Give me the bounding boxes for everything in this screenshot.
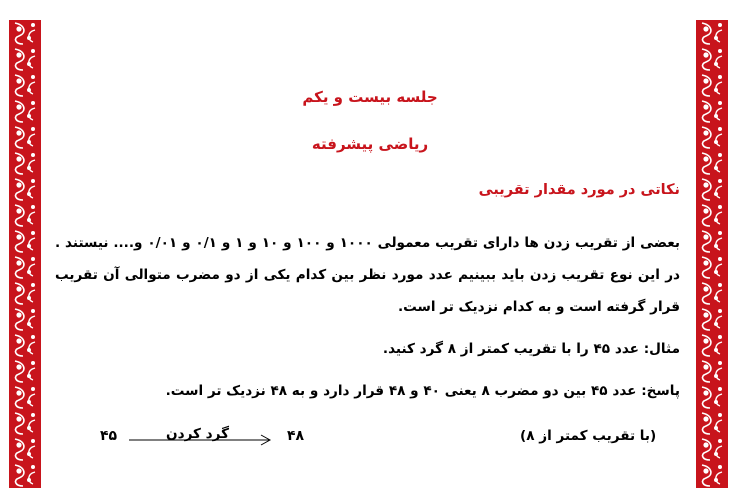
answer-line: پاسخ: عدد ۴۵ بین دو مضرب ۸ یعنی ۴۰ و ۴۸ قرار دارد و به ۴۸ نزدیک تر است. — [165, 383, 680, 399]
rounding-note: (با تقریب کمتر از ۸) — [520, 428, 657, 444]
page-subtitle: ریاضی پیشرفته — [311, 135, 429, 153]
body-paragraph: بعضی از تقریب زدن ها دارای تقریب معمولی ۱۰۰۰ و ۱۰۰ و ۱۰ و ۱ و ۰/۱ و ۰/۰۱ و.... نیستند . در این نوع تقریب زدن باید ببینیم عدد مورد نظر بین کدام یکی از دو مضرب متوالی آن تقریب قرار گرفته است و به کدام نزدیک تر است. — [55, 235, 680, 315]
arrow-right-icon — [127, 432, 275, 448]
rounding-label: گرد کردن — [166, 426, 230, 442]
rounding-from-value: ۴۵ — [100, 428, 118, 444]
rounding-to-value: ۴۸ — [287, 428, 305, 444]
page-title: جلسه بیست و یکم — [302, 88, 438, 106]
left-ornamental-border — [9, 20, 41, 488]
section-heading: نکاتی در مورد مقدار تقریبی — [478, 182, 680, 198]
right-ornamental-border — [696, 20, 728, 488]
example-line: مثال: عدد ۴۵ را با تقریب کمتر از ۸ گرد کنید. — [382, 341, 680, 357]
